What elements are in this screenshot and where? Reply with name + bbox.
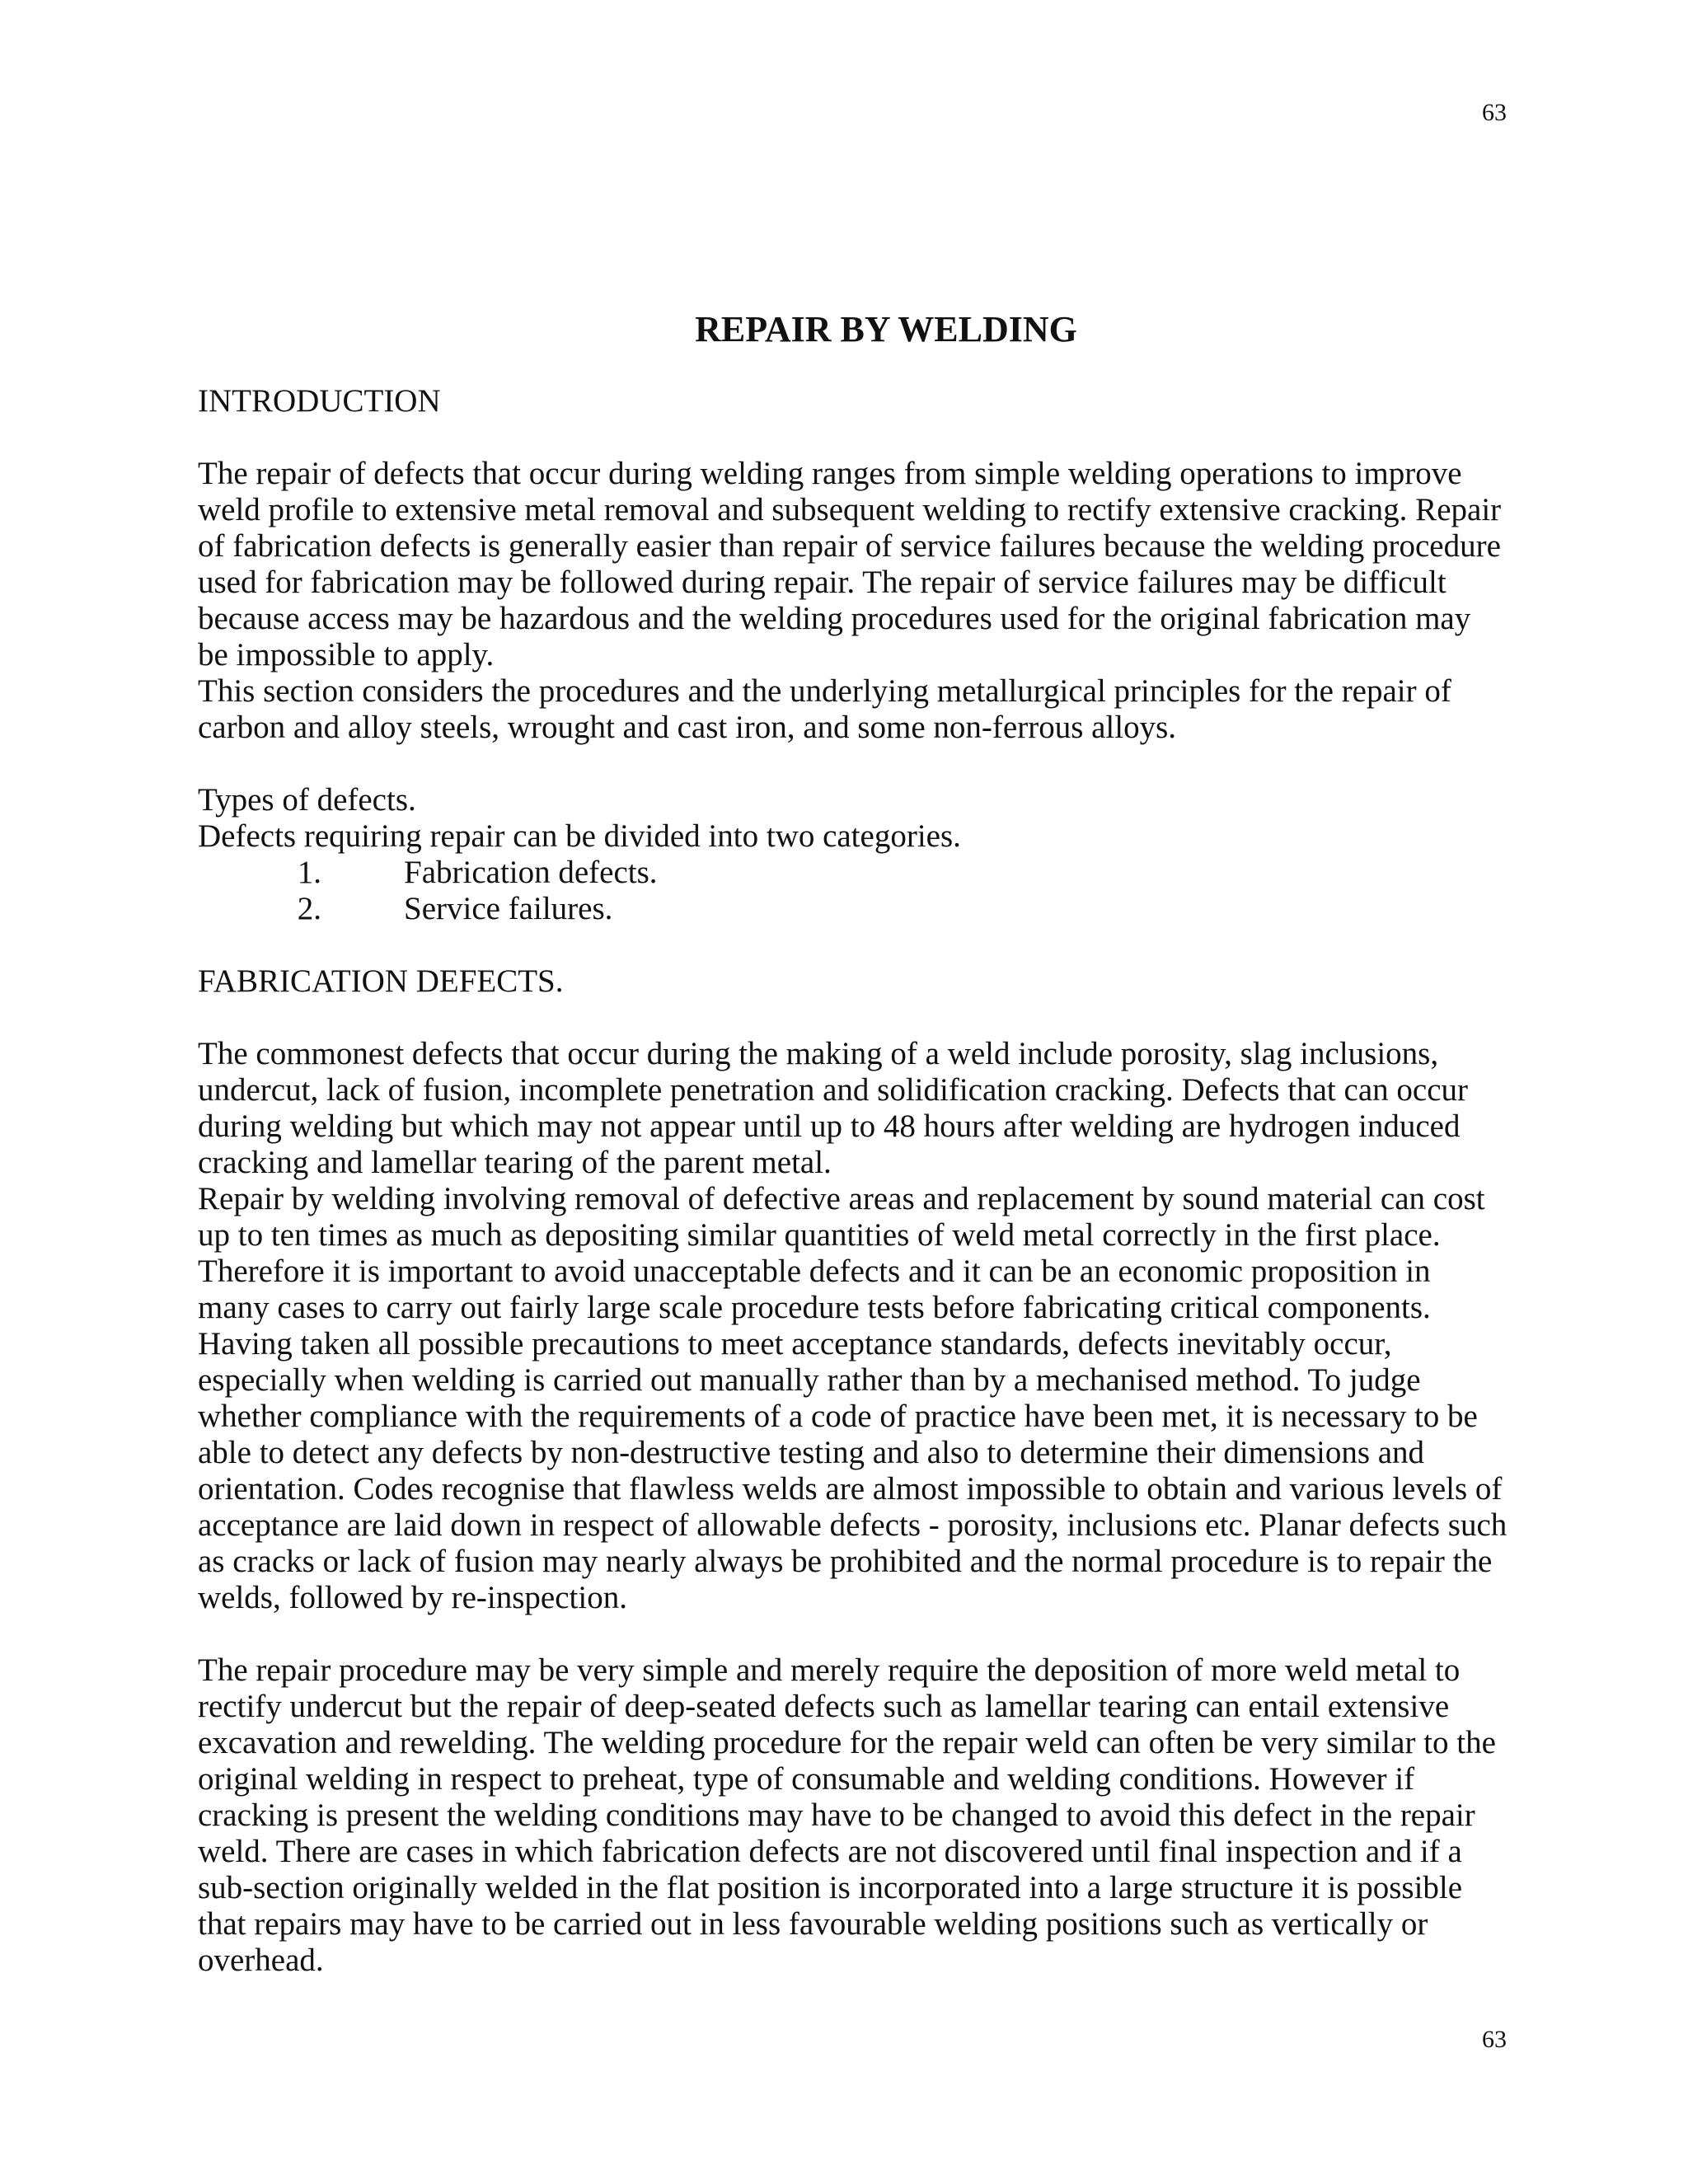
spacer	[198, 1616, 1508, 1652]
section-heading-introduction: INTRODUCTION	[198, 383, 441, 419]
list-item-number: 2.	[297, 891, 321, 926]
spacer	[198, 927, 1508, 963]
list-item-text: Fabrication defects.	[404, 855, 658, 890]
paragraph-fabrication-1: The commonest defects that occur during the making of a weld include porosity, slag inclusions, undercut, lack of fusion, incomplete penetration and solidification cracking. Defects that can occur during welding but which may not appear until up to 48 hours after welding are hydrogen induced cracking and lamellar tearing of the parent metal.	[198, 1036, 1468, 1180]
page-number-bottom: 63	[1482, 2026, 1507, 2053]
list-item	[198, 855, 1508, 891]
list-item-number: 1.	[297, 855, 321, 890]
paragraph-intro-2: This section considers the procedures and the underlying metallurgical principles for the repair of carbon and alloy steels, wrought and cast iron, and some non-ferrous alloys.	[198, 673, 1451, 745]
subheading-types-of-defects: Types of defects.	[198, 782, 416, 818]
spacer	[198, 746, 1508, 782]
page-number-top: 63	[1482, 99, 1507, 126]
paragraph-fabrication-2: Repair by welding involving removal of defective areas and replacement by sound material can cost up to ten times as much as depositing similar quantities of weld metal correctly in the first place. Therefore it is important to avoid unacceptable defects and it can be an economic proposition in many cases to carry out fairly large scale procedure tests before fabricating critical components. Having taken all possible precautions to meet acceptance standards, defects inevitably occur, especially when welding is carried out manually rather than by a mechanised method. To judge whether compliance with the requirements of a code of practice have been met, it is necessary to be able to detect any defects by non-destructive testing and also to determine their dimensions and orientation. Codes recognise that flawless welds are almost impossible to obtain and various levels of acceptance are laid down in respect of allowable defects - porosity, inclusions etc. Planar defects such as cracks or lack of fusion may nearly always be prohibited and the normal procedure is to repair the welds, followed by re-inspection.	[198, 1181, 1507, 1615]
section-heading-fabrication-defects: FABRICATION DEFECTS.	[198, 963, 564, 999]
paragraph-intro-1: The repair of defects that occur during welding ranges from simple welding operations to improve weld profile to extensive metal removal and subsequent welding to rectify extensive cracking. Repair of fabrication defects is generally easier than repair of service failures because the welding procedure used for fabrication may be followed during repair. The repair of service failures may be difficult because access may be hazardous and the welding procedures used for the original fabrication may be impossible to apply.	[198, 456, 1502, 673]
paragraph-types-intro: Defects requiring repair can be divided into two categories.	[198, 818, 961, 854]
list-item-text: Service failures.	[404, 891, 613, 926]
document-body	[198, 309, 1508, 1979]
page-title: REPAIR BY WELDING	[695, 309, 1077, 349]
list-item	[198, 891, 1508, 927]
paragraph-fabrication-3: The repair procedure may be very simple and merely require the deposition of more weld metal to rectify undercut but the repair of deep-seated defects such as lamellar tearing can entail extensive excavation and rewelding. The welding procedure for the repair weld can often be very similar to the original welding in respect to preheat, type of consumable and welding conditions. However if cracking is present the welding conditions may have to be changed to avoid this defect in the repair weld. There are cases in which fabrication defects are not discovered until final inspection and if a sub-section originally welded in the flat position is incorporated into a large structure it is possible that repairs may have to be carried out in less favourable welding positions such as vertically or overhead.	[198, 1652, 1496, 1978]
defect-categories-list	[198, 855, 1508, 927]
